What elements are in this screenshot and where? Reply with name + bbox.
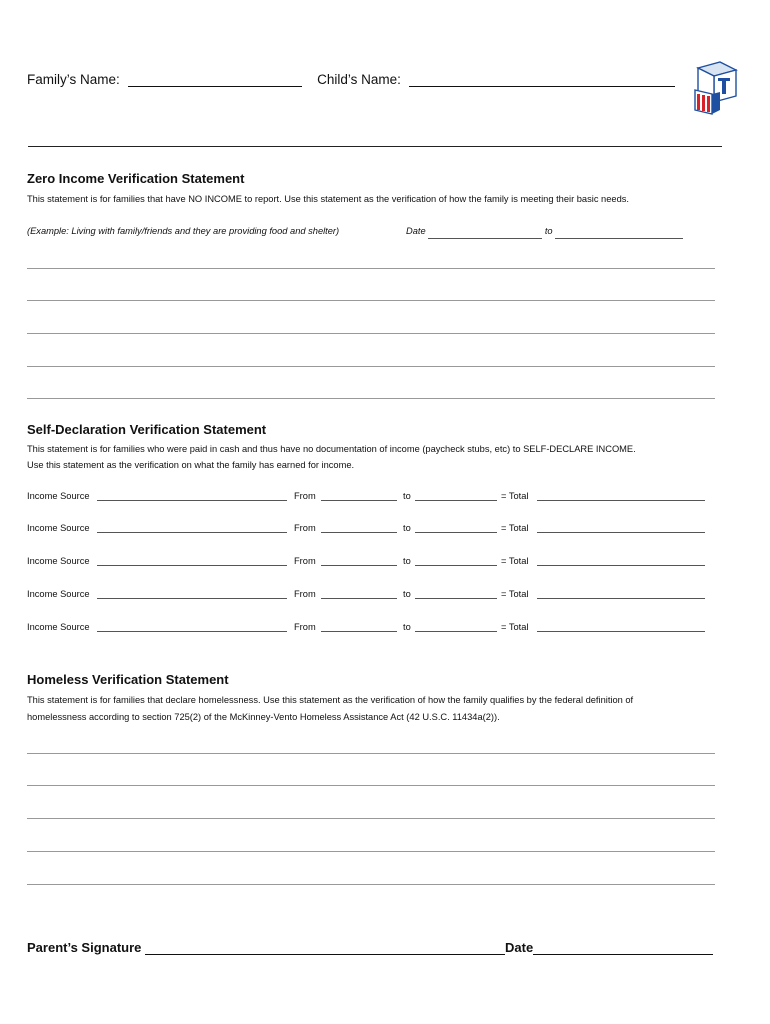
from-label: From [294, 622, 316, 632]
to-label: to [403, 622, 411, 632]
total-label: = Total [501, 491, 529, 501]
signature-date-label: Date [505, 940, 534, 955]
income-source-field[interactable] [97, 491, 287, 501]
homeless-line[interactable] [27, 851, 715, 852]
from-field[interactable] [321, 589, 397, 599]
total-label: = Total [501, 622, 529, 632]
income-source-label: Income Source [27, 491, 90, 501]
total-label: = Total [501, 556, 529, 566]
total-label: = Total [501, 589, 529, 599]
income-row [27, 589, 727, 603]
zero-income-example-row [27, 223, 727, 239]
self-declaration-description-1: This statement is for families who were paid in cash and thus have no documentation of income (paycheck stubs, etc) to SELF-DECLARE INCOME. [27, 444, 636, 454]
zero-income-line[interactable] [27, 398, 715, 399]
family-name-label: Family’s Name: [27, 72, 120, 87]
total-field[interactable] [537, 589, 705, 599]
to-field[interactable] [415, 556, 497, 566]
to-label: to [403, 589, 411, 599]
total-field[interactable] [537, 491, 705, 501]
zero-income-line[interactable] [27, 268, 715, 269]
zero-income-line[interactable] [27, 333, 715, 334]
parent-signature-field[interactable] [145, 940, 505, 955]
from-label: From [294, 491, 316, 501]
from-label: From [294, 523, 316, 533]
income-source-field[interactable] [97, 622, 287, 632]
total-field[interactable] [537, 556, 705, 566]
income-source-field[interactable] [97, 589, 287, 599]
homeless-line[interactable] [27, 884, 715, 885]
homeless-description-2: homelessness according to section 725(2) of the McKinney-Vento Homeless Assistance Act (42 U.S.C. 11434a(2)). [27, 712, 500, 722]
header-row [27, 72, 675, 87]
signature-row [27, 940, 713, 955]
homeless-description-1: This statement is for families that declare homelessness. Use this statement as the verification of how the family qualifies by the federal definition of [27, 695, 634, 705]
signature-date-field[interactable] [533, 940, 713, 955]
from-field[interactable] [321, 491, 397, 501]
homeless-line[interactable] [27, 818, 715, 819]
from-field[interactable] [321, 523, 397, 533]
to-field[interactable] [415, 491, 497, 501]
income-source-label: Income Source [27, 556, 90, 566]
to-label: to [403, 491, 411, 501]
parent-signature-label: Parent’s Signature [27, 940, 142, 955]
to-field[interactable] [415, 589, 497, 599]
from-label: From [294, 556, 316, 566]
building-blocks-logo [690, 58, 740, 116]
child-name-label: Child’s Name: [317, 72, 401, 87]
family-name-field[interactable] [128, 72, 302, 87]
header-divider [28, 146, 722, 147]
to-label: to [403, 556, 411, 566]
date-to-field[interactable] [555, 229, 683, 239]
homeless-line[interactable] [27, 753, 715, 754]
total-label: = Total [501, 523, 529, 533]
total-field[interactable] [537, 523, 705, 533]
income-source-field[interactable] [97, 523, 287, 533]
zero-income-line[interactable] [27, 366, 715, 367]
self-declaration-description-2: Use this statement as the verification on what the family has earned for income. [27, 460, 355, 470]
from-field[interactable] [321, 556, 397, 566]
income-source-label: Income Source [27, 622, 90, 632]
income-row [27, 491, 727, 505]
to-field[interactable] [415, 523, 497, 533]
date-from-field[interactable] [428, 229, 542, 239]
income-row [27, 622, 727, 636]
date-to-label: to [544, 226, 553, 236]
income-source-field[interactable] [97, 556, 287, 566]
to-label: to [403, 523, 411, 533]
to-field[interactable] [415, 622, 497, 632]
date-label: Date [406, 226, 426, 236]
from-field[interactable] [321, 622, 397, 632]
income-source-label: Income Source [27, 523, 90, 533]
income-row [27, 556, 727, 570]
from-label: From [294, 589, 316, 599]
self-declaration-title: Self-Declaration Verification Statement [27, 422, 267, 437]
zero-income-title: Zero Income Verification Statement [27, 171, 245, 186]
child-name-field[interactable] [409, 72, 675, 87]
zero-income-line[interactable] [27, 300, 715, 301]
zero-income-example: (Example: Living with family/friends and they are providing food and shelter) [27, 226, 340, 236]
zero-income-description: This statement is for families that have NO INCOME to report. Use this statement as the verification of how the family is meeting their basic needs. [27, 194, 629, 204]
homeless-line[interactable] [27, 785, 715, 786]
income-source-label: Income Source [27, 589, 90, 599]
income-row [27, 523, 727, 537]
homeless-title: Homeless Verification Statement [27, 672, 229, 687]
total-field[interactable] [537, 622, 705, 632]
